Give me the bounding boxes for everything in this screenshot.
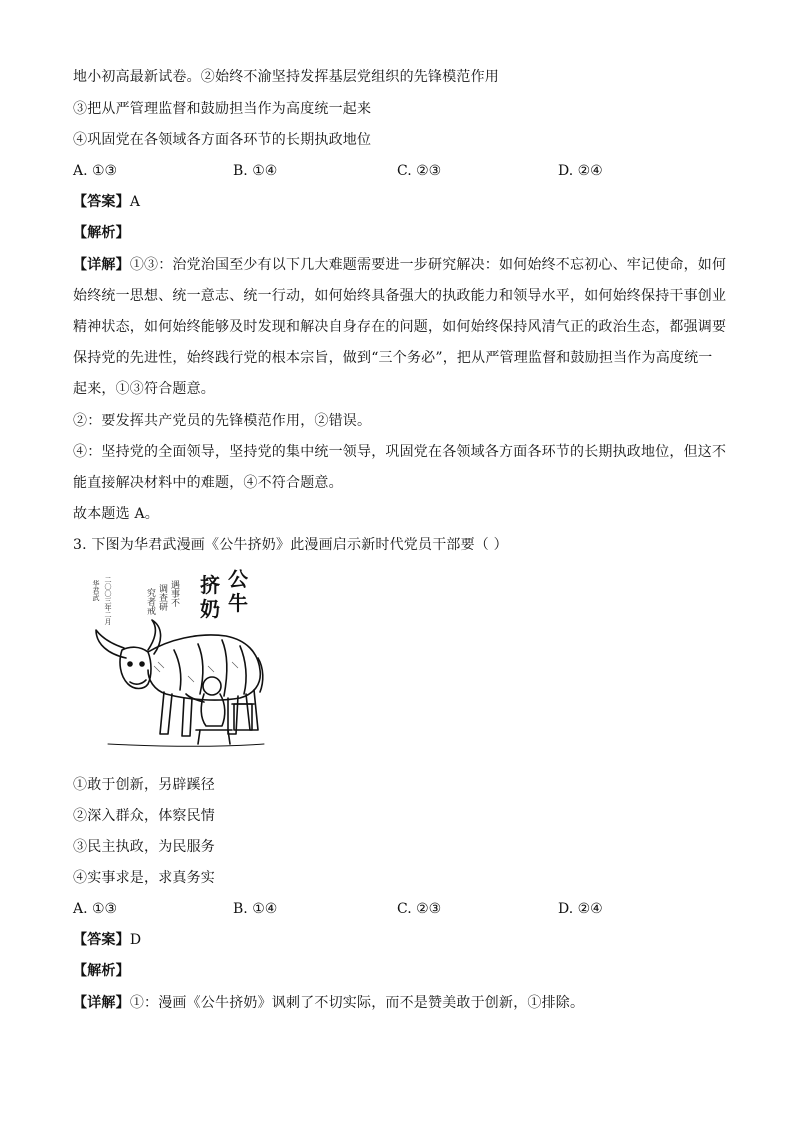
cartoon-caption-col-1: 遇事不 bbox=[169, 580, 179, 607]
q2-option-statement-4: ④巩固党在各领域各方面各环节的长期执政地位 bbox=[73, 132, 372, 148]
cartoon-title-char-1: 公 bbox=[228, 567, 248, 591]
cartoon-illustration bbox=[88, 566, 268, 756]
q2-analysis-tag: 【解析】 bbox=[73, 225, 130, 241]
q3-choice-b: B. ①④ bbox=[233, 901, 278, 917]
q2-detail-line-3: 精神状态，如何始终能够及时发现和解决自身存在的问题，如何始终保持风清气正的政治生态，都强调要 bbox=[73, 319, 727, 335]
q2-detail-line-6: ②：要发挥共产党员的先锋模范作用，②错误。 bbox=[73, 413, 372, 429]
q2-detail-line-2: 始终统一思想、统一意志、统一行动，如何始终具备强大的执政能力和领导水平，如何始终保持干事创业 bbox=[73, 288, 727, 304]
cartoon-caption-col-2: 调查研 bbox=[157, 584, 167, 611]
cartoon-hatching bbox=[154, 662, 238, 682]
q2-answer-value: A bbox=[129, 194, 141, 210]
q2-detail-line-4: 保持党的先进性，始终践行党的根本宗旨，做到“三个务必”，把从严管理监督和鼓励担当作为高度统一 bbox=[73, 350, 713, 366]
cartoon-caption-col-3: 究者戒 bbox=[145, 588, 155, 615]
q3-choice-a: A. ①③ bbox=[73, 901, 118, 917]
q2-detail-text-1: ①③：治党治国至少有以下几大难题需要进一步研究解决：如何始终不忘初心、牢记使命，如何 bbox=[129, 257, 727, 273]
q3-detail-text: ①：漫画《公牛挤奶》讽刺了不切实际，而不是赞美敢于创新，①排除。 bbox=[129, 995, 585, 1011]
q3-statement-1: ①敢于创新，另辟蹊径 bbox=[73, 777, 215, 793]
q3-answer-tag: 【答案】 bbox=[73, 932, 130, 948]
cartoon-signature: 华君武 bbox=[92, 580, 100, 601]
q2-detail-line-8: 能直接解决材料中的难题，④不符合题意。 bbox=[73, 475, 343, 491]
q2-answer bbox=[73, 193, 140, 211]
cartoon-date: 二〇〇三年二月 bbox=[104, 576, 112, 625]
q2-choice-b: B. ①④ bbox=[233, 163, 278, 179]
q3-stem: 3. 下图为华君武漫画《公牛挤奶》此漫画启示新时代党员干部要（ ） bbox=[73, 537, 508, 553]
q2-conclusion: 故本题选 A。 bbox=[73, 506, 159, 522]
q3-statement-2: ②深入群众，体察民情 bbox=[73, 808, 215, 824]
q3-detail-tag: 【详解】 bbox=[73, 995, 130, 1011]
q2-answer-tag: 【答案】 bbox=[73, 194, 130, 210]
q2-choice-c: C. ②③ bbox=[397, 163, 442, 179]
q3-detail-line-1 bbox=[73, 994, 584, 1012]
q2-choice-a: A. ①③ bbox=[73, 163, 118, 179]
cartoon-image bbox=[88, 566, 268, 756]
q2-option-statement-2: 地小初高最新试卷。②始终不渝坚持发挥基层党组织的先锋模范作用 bbox=[73, 69, 499, 85]
cartoon-title-char-2: 牛 bbox=[228, 591, 248, 615]
q2-detail-line-1 bbox=[73, 256, 726, 274]
q3-choice-c: C. ②③ bbox=[397, 901, 442, 917]
q2-detail-line-7: ④：坚持党的全面领导，坚持党的集中统一领导，巩固党在各领域各方面各环节的长期执政地位，但这不 bbox=[73, 444, 727, 460]
q3-choices bbox=[73, 900, 723, 918]
q2-choice-d: D. ②④ bbox=[558, 163, 603, 179]
cartoon-title-char-3: 挤 bbox=[200, 573, 220, 597]
q3-statement-4: ④实事求是，求真务实 bbox=[73, 870, 215, 886]
q3-choice-d: D. ②④ bbox=[558, 901, 603, 917]
q2-choices bbox=[73, 162, 723, 180]
bull-drawing bbox=[96, 620, 264, 746]
q3-answer-value: D bbox=[129, 932, 142, 948]
q2-detail-tag: 【详解】 bbox=[73, 257, 130, 273]
q2-detail-line-5: 起来，①③符合题意。 bbox=[73, 381, 215, 397]
q3-answer bbox=[73, 931, 141, 949]
q2-option-statement-3: ③把从严管理监督和鼓励担当作为高度统一起来 bbox=[73, 101, 372, 117]
cartoon-title-char-4: 奶 bbox=[200, 597, 220, 621]
q3-statement-3: ③民主执政，为民服务 bbox=[73, 839, 215, 855]
q3-analysis-tag: 【解析】 bbox=[73, 963, 130, 979]
